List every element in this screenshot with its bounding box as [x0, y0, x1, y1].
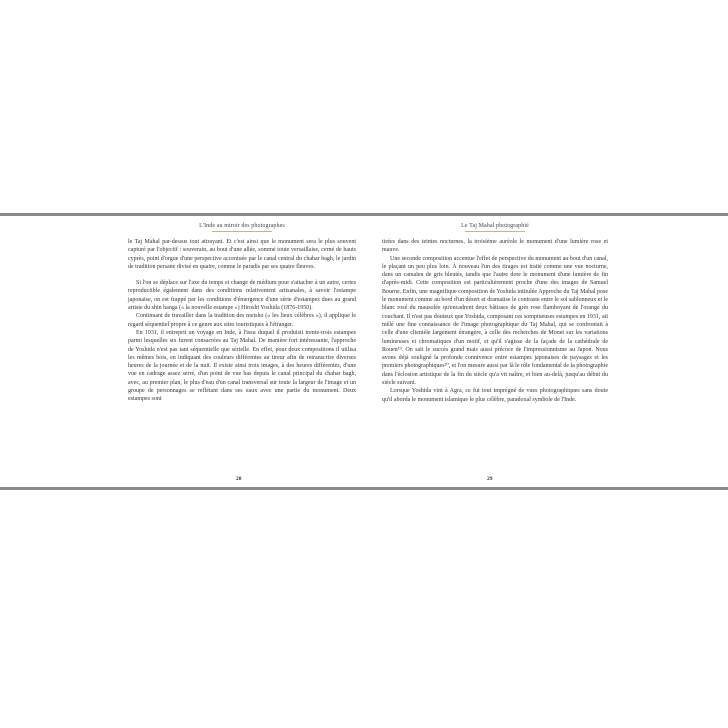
paragraph: Continuant de travailler dans la tradition des meisho (« les lieux célèbres »), il applique le regard séquentiel propre à ce genre aux sites touristiques à l'étranger. [128, 313, 356, 328]
right-body-text [382, 238, 608, 404]
paragraph: En 1931, il entreprit un voyage en Inde, à l'issu duquel il produisit trente-trois estampes parmi lesquelles six furent consacrées au Taj Mahal. De manière fort intéressante, l'approche de Yoshida n'est pas tant séquentielle que sérielle. En effet, pour deux compositions il utilisa les mêmes bois, en indiquant des couleurs différentes au tireur afin de retranscrire diverses heures de la journée et de la nuit. Il existe ainsi trois images, à des heures différentes, d'une vue en cadrage assez serré, d'un point de vue bas depuis le canal principal du chahar bagh, avec, au premier plan, le plus d'eau d'un canal transversal sur toute la largeur de l'image et un groupe de personnages se reflétant dans ses eaux avec une partie du monument. Deux estampes sont [128, 329, 356, 403]
right-running-head: Le Taj Mahal photographié [461, 223, 529, 229]
right-head-rule [465, 231, 525, 232]
right-page-number: 29 [487, 476, 493, 482]
left-page-number: 28 [236, 476, 242, 482]
paragraph: Une seconde composition accentue l'effet de perspective du monument au bout d'un canal, le plaçant un peu plus loin. À nouveau l'un des tirages est traité comme une vue nocturne, dans un camaïeu de gris bleutés, tandis que l'autre dore le monument d'une lumière de fin d'après-midi. Cette composition est particulièrement proche d'une des images de Samuel Bourne. Enfin, une magnifique composition de Yoshida intitulée Approche du Taj Mahal pose le monument comme au bord d'un désert et dramatise le contraste entre le sol sablonneux et le blanc rosé du mausolée qu'encadrent deux bâtisses de grès rose flamboyant de l'orangé du couchant. Il n'est pas douteux que Yoshida, composant ces somptueuses estampes en 1931, ait mêlé une fine connaissance de l'image photographique du Taj Mahal, qui se confrontait à celle d'une clientèle largement étrangère, à celle des recherches de Monet sur les variations lumineuses et chromatiques d'un motif, et qu'il s'agisse de la façade de la cathédrale de Rouen¹⁹. On sait le succès grand mais aussi précoce de l'impressionnisme au Japon. Nous avons déjà souligné la profonde connivence entre estampes japonaises de paysages et les premiers photographiques²⁰, et l'on mesure aussi par là le rôle fondamental de la photographie dans l'éclosion artistique de la fin du siècle qu'a vit naître, et bien au-delà, jusqu'au début du siècle suivant. [382, 255, 608, 387]
right-page [382, 222, 608, 404]
spread-bottom-edge [0, 487, 728, 490]
left-page [128, 222, 356, 404]
left-body-text [128, 238, 356, 404]
book-spread [0, 213, 728, 489]
spread-top-edge [0, 213, 728, 216]
paragraph: le Taj Mahal par-dessus tout attrayant. Et c'est ainsi que le monument sera le plus souvent capturé par l'objectif : souverain, au bout d'une allée, sommé toute versaillaise, cerné de hauts cyprès, point d'orgue d'une perspective accentuée par le canal central du chahar bagh, le jardin de tradition persane divisé en quatre, comme le paradis par ses quatre fleuves. [128, 239, 356, 270]
paragraph: Si l'on se déplace sur l'axe du temps et change de médium pour s'attacher à un autre, certes reproductible également dans des conditions relativement artisanales, à savoir l'estampe japonaise, on est frappé par les conditions d'émergence d'une série d'estampes dues au grand artiste du shin hanga (« la nouvelle estampe ») Hiroshi Yoshida (1876-1950). [128, 280, 356, 312]
left-head-rule [212, 231, 272, 232]
left-running-head: L'Inde au miroir des photographes [199, 223, 285, 229]
paragraph: Lorsque Yoshida vint à Agra, ce fut tout imprégné de vues photographiques sans doute qu'il aborda le monument islamique le plus célèbre, paradoxal symbole de l'Inde. [382, 388, 608, 403]
paragraph: tirées dans des teintes nocturnes, la troisième auréole le monument d'une lumière rose et mauve. [382, 239, 608, 254]
